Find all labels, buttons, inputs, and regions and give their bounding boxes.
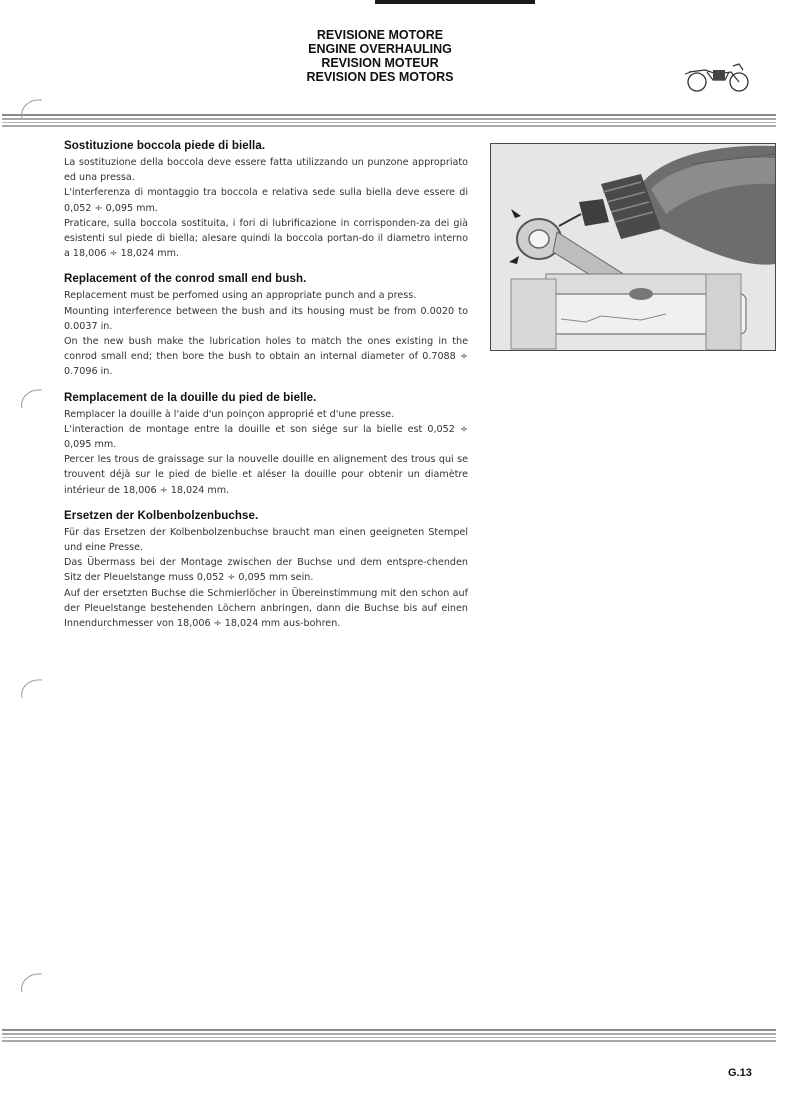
section-english: [64, 273, 468, 379]
section-title: Remplacement de la douille du pied de bielle.: [64, 391, 317, 404]
section-title: Replacement of the conrod small end bush.: [64, 273, 307, 286]
paragraph: Das Übermass bei der Montage zwischen der Buchse und dem entspre-chenden Sitz der Pleuelstange muss 0,052 ÷ 0,095 mm sein.: [64, 557, 468, 584]
binder-hole-icon: [18, 386, 46, 412]
text-column: [64, 140, 468, 643]
paragraph: Percer les trous de graissage sur la nouvelle douille en alignement des trous qui se trouvent déjà sur le pied de bielle et aléser la douille pour obtenir un diamètre intérieur de 18,006 ÷ 18,024 mm.: [64, 454, 468, 496]
paragraph: Auf der ersetzten Buchse die Schmierlöcher in Übereinstimmung mit den schon auf der Pleuelstange bestehenden Löchern anbringen, dann die Buchse bis auf einen Innendurchmesser von 18,006 ÷ 18,024 mm aus-bohren.: [64, 587, 468, 630]
paragraph: L'interferenza di montaggio tra boccola e relativa sede sulla biella deve essere di 0,052 ÷ 0,095 mm.: [64, 187, 468, 214]
paragraph: Replacement must be perfomed using an appropriate punch and a press.: [64, 290, 417, 302]
section-title: Sostituzione boccola piede di biella.: [64, 140, 266, 152]
binder-hole-icon: [18, 676, 46, 702]
page-header: [240, 28, 520, 84]
header-line-it: REVISIONE MOTORE: [316, 28, 444, 42]
section-title: Ersetzen der Kolbenbolzenbuchse.: [64, 509, 259, 522]
section-french: [64, 392, 468, 498]
binder-hole-icon: [18, 970, 46, 996]
paragraph: L'interaction de montage entre la douille et son siége sur la bielle est 0,052 ÷ 0,095 mm.: [64, 423, 468, 451]
motorcycle-icon: [683, 58, 753, 94]
header-line-en: ENGINE OVERHAULING: [308, 42, 452, 56]
section-italian: [64, 140, 468, 261]
paragraph: Für das Ersetzen der Kolbenbolzenbuchse braucht man einen geeigneten Stempel und eine Presse.: [64, 526, 468, 554]
paragraph: On the new bush make the lubrication holes to match the ones existing in the conrod small end; then bore the bush to obtain an internal diameter of 0.7088 ÷ 0.7096 in.: [64, 336, 468, 378]
header-line-de: REVISION DES MOTORS: [306, 70, 454, 84]
paragraph: Mounting interference between the bush and its housing must be from 0.0020 to 0.0037 in.: [64, 305, 468, 332]
paragraph: Remplacer la douille à l'aide d'un poinçon approprié et d'une presse.: [64, 408, 395, 420]
top-edge-bar: [375, 0, 535, 4]
section-german: [64, 510, 468, 631]
bottom-divider-rule: [2, 1029, 776, 1044]
drill-conrod-photo: [490, 143, 776, 351]
paragraph: La sostituzione della boccola deve essere fatta utilizzando un punzone appropriato ed una pressa.: [64, 157, 468, 184]
photo-illustration: [491, 144, 775, 350]
page-number: G.13: [728, 1067, 752, 1079]
header-line-fr: REVISION MOTEUR: [321, 56, 439, 70]
binder-hole-icon: [18, 96, 46, 122]
paragraph: Praticare, sulla boccola sostituita, i fori di lubrificazione in corrisponden-za dei già esistenti sul piede di biella; alesare quindi la boccola portan-do il diametro interno a 18,006 ÷ 18,024 mm.: [64, 217, 468, 260]
top-divider-rule: [2, 114, 776, 129]
